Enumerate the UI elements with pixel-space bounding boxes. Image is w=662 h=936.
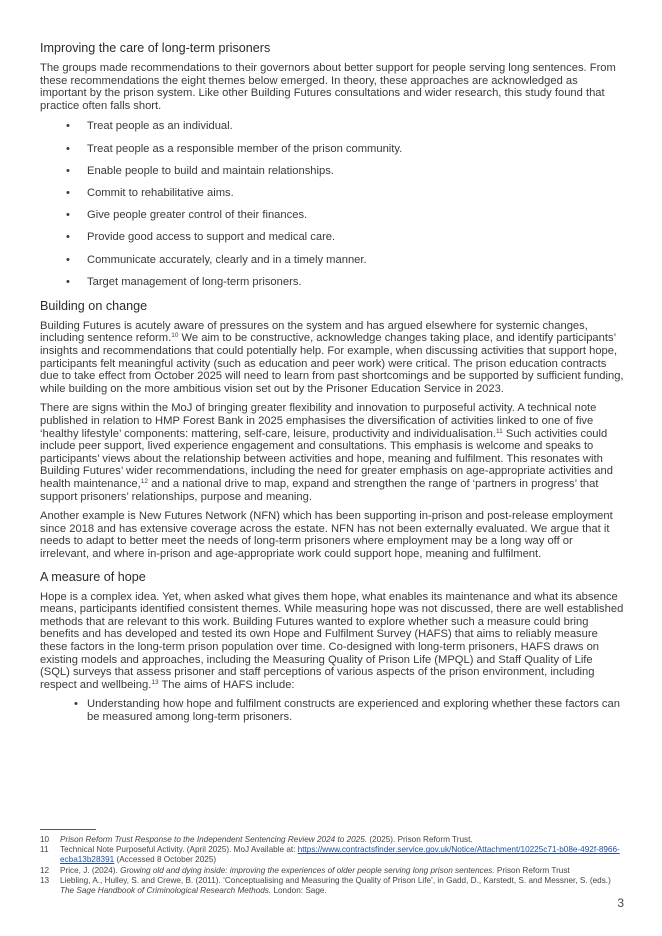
list-item: • Commit to rehabilitative aims.: [66, 186, 234, 199]
footnote-10: 10 Prison Reform Trust Response to the Independent Sentencing Review 2024 to 2025. (2025). Prison Reform Trust.: [40, 835, 473, 844]
list-item: • Understanding how hope and fulfilment constructs are experienced and exploring whether these factors can be measured among long-term prisoners.: [74, 698, 620, 723]
footnote-ref-11: 11: [496, 427, 503, 435]
footnote-ref-12: 12: [140, 478, 148, 485]
list-item: • Give people greater control of their finances.: [66, 209, 308, 222]
footnote-12: 12 Price, J. (2024). Growing old and dying inside: improving the experiences of older people serving long prison sentences. Prison Reform Trust: [40, 865, 570, 875]
list-item: • Treat people as an individual.: [66, 120, 233, 133]
footnote-divider: [40, 829, 96, 830]
list-item: • Treat people as a responsible member of the prison community.: [66, 142, 403, 155]
bullet-icon: •: [66, 120, 70, 133]
list-item: • Target management of long-term prisoners.: [66, 275, 302, 288]
paragraph-measure-1: Hope is a complex idea. Yet, when asked what gives them hope, what enables its maintenance and what its absence means, participants identified consistent themes. While measuring hope was not discussed, there are well established methods that are relevant to this work. Building Futures wanted to explore whether such a measure could bring benefits and has developed and tested its own Hope and Fulfilment Survey (HAFS) that aims to reliably measure these factors in the long-term prison population over time. Co-designed with long-term prisoners, HAFS draws on existing models and approaches, including the Measuring Quality of Prison Life (MPQL) and Staff Quality of Life (SQL) surveys that assess prisoner and staff perceptions of various aspects of the prison environment, including respect and wellbeing.$^{13}$ The aims of HAFS include:: [40, 590, 624, 691]
heading-measure-of-hope: A measure of hope: [40, 569, 146, 584]
list-item: • Communicate accurately, clearly and in a timely manner.: [66, 253, 367, 266]
footnote-13: 13 Liebling, A., Hulley, S. and Crewe, B. (2011). ‘Conceptualising and Measuring the Quality of Prison Life’, in Gadd, D., Karstedt, S. and Messner, S. (eds.) The Sage Handbook of Criminological Research Methods. London: Sage.: [40, 875, 611, 896]
heading-improving-care: Improving the care of long-term prisoners: [40, 41, 271, 55]
footnote-11: 11 Technical Note Purposeful Activity. (April 2025). MoJ Available at: https://www.contractsfinder.service.gov.uk/Notice/Attachment/10225c71-b08e-492f-8966-ecba13b28391 (Accessed 8 October 2025): [40, 845, 620, 865]
paragraph-improving-intro: The groups made recommendations to their governors about better support for people serving long sentences. From these recommendations the eight themes below emerged. In theory, these approaches are acknowledged as important by the prison system. Like other Building Futures consultations and wider research, this study found that practice often falls short.: [40, 62, 616, 112]
bullet-icon: •: [66, 164, 70, 177]
themes-list: [66, 120, 624, 288]
footnote-ref-13: 13: [151, 678, 159, 686]
bullet-icon: •: [66, 253, 70, 266]
page-content: [40, 40, 624, 724]
page-number: 3: [617, 896, 624, 910]
bullet-icon: •: [66, 209, 70, 222]
footnote-link[interactable]: https://www.contractsfinder.service.gov.uk/Notice/Attachment/10225c71-b08e-492f-8966-ecba13b28391: [60, 845, 620, 865]
list-item: • Enable people to build and maintain relationships.: [66, 164, 334, 177]
list-item: • Provide good access to support and medical care.: [66, 231, 336, 244]
paragraph-building-2: There are signs within the MoJ of bringing greater flexibility and innovation to purposeful activity. A technical note published in relation to HMP Forest Bank in 2025 emphasises the diversification of activities linked to one of five ‘healthy lifestyle’ components: mattering, self-care, leisure, productivity and individualisation.$^{11}$ Such activities could include peer support, lived experience engagement and consultations. This emphasis is welcome and speaks to participants’ views about the relationship between activities and hope, meaning and fulfilment. This resonates with Building Futures’ wider recommendations, including the need for greater emphasis on age-appropriate activities and health maintenance,$^{12}$ and a national drive to map, expand and strengthen the range of ‘partners in progress’ that support prisoners’ relationships, purpose and meaning.: [40, 402, 613, 503]
heading-building-on-change: Building on change: [40, 298, 148, 313]
bullet-icon: •: [66, 231, 70, 244]
hafs-aims-list: [74, 698, 624, 723]
footnote-ref-10: 10: [171, 332, 179, 340]
paragraph-building-1: Building Futures is acutely aware of pressures on the system and has argued elsewhere for systemic changes, including sentence reform.$^{10}$ We aim to be constructive, acknowledge changes taking place, and identify participants’ insights and recommendations that could potentially help. For example, when discussing activities that support hope, participants felt meaningful activity (such as education and peer work) were critical. The prison education contracts due to take effect from October 2025 will need to learn from past shortcomings and be supported by sufficient funding, while building on the more ambitious vision set out by the Prisoner Education Service in 2023.: [40, 319, 624, 395]
bullet-icon: •: [66, 275, 70, 288]
paragraph-building-3: Another example is New Futures Network (NFN) which has been supporting in-prison and post-release employment since 2018 and has extensive coverage across the estate. NFN has not been externally evaluated. We argue that it needs to adapt to better meet the needs of long-term prisoners where employment may be a long way off or irrelevant, and where in-prison and age-appropriate work could support hope, meaning and fulfilment.: [40, 510, 613, 560]
bullet-icon: •: [66, 142, 70, 155]
bullet-icon: •: [74, 698, 78, 711]
bullet-icon: •: [66, 186, 70, 199]
footnotes: [40, 829, 624, 896]
